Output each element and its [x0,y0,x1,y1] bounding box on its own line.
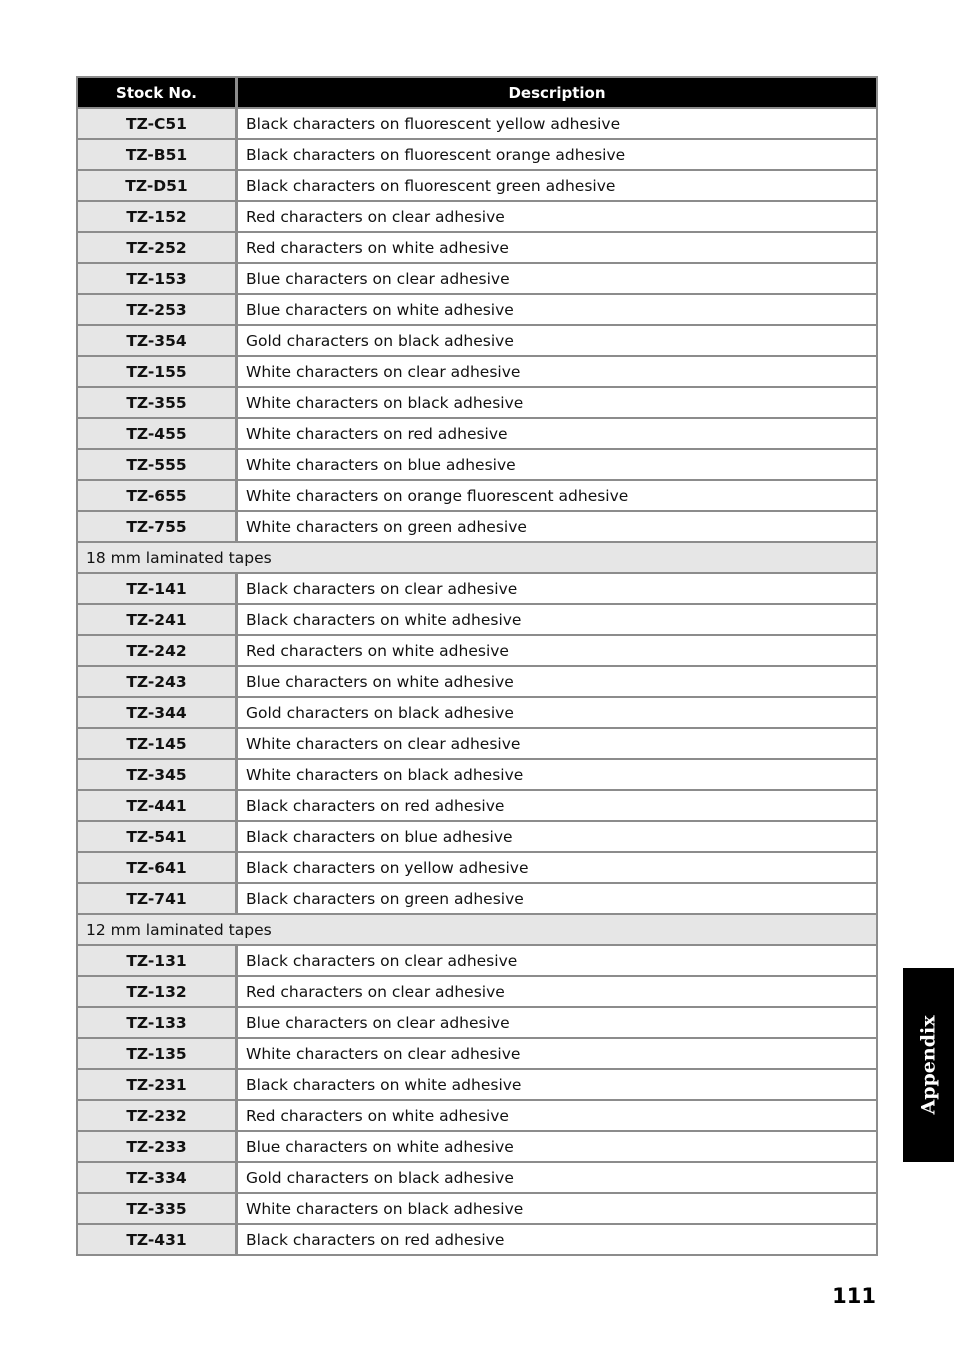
table-row [78,729,876,758]
description-cell: Red characters on white adhesive [238,1101,876,1130]
stock-number-cell: TZ-641 [78,853,235,882]
stock-number-cell: TZ-232 [78,1101,235,1130]
table-row [78,388,876,417]
table-row [78,822,876,851]
description-cell: Blue characters on white adhesive [238,1132,876,1161]
description-cell: Gold characters on black adhesive [238,698,876,727]
stock-number-cell: TZ-155 [78,357,235,386]
stock-number-cell: TZ-B51 [78,140,235,169]
description-cell: Blue characters on white adhesive [238,295,876,324]
description-cell: White characters on black adhesive [238,388,876,417]
description-cell: White characters on blue adhesive [238,450,876,479]
table-row [78,667,876,696]
section-header: 12 mm laminated tapes [78,915,876,944]
table-row [78,574,876,603]
stock-number-cell: TZ-455 [78,419,235,448]
description-cell: Black characters on fluorescent orange adhesive [238,140,876,169]
stock-number-cell: TZ-755 [78,512,235,541]
table-row [78,450,876,479]
description-cell: Red characters on white adhesive [238,636,876,665]
table-row [78,1101,876,1130]
table-row [78,140,876,169]
description-cell: Black characters on clear adhesive [238,574,876,603]
table-row [78,977,876,1006]
table-row [78,605,876,634]
stock-number-cell: TZ-253 [78,295,235,324]
appendix-tab [903,968,954,1162]
table-row [78,946,876,975]
stock-number-cell: TZ-C51 [78,109,235,138]
table-row [78,1225,876,1254]
table-row [78,233,876,262]
table-row [78,295,876,324]
table-row [78,853,876,882]
stock-number-cell: TZ-135 [78,1039,235,1068]
stock-number-cell: TZ-145 [78,729,235,758]
stock-number-cell: TZ-541 [78,822,235,851]
description-cell: Black characters on fluorescent yellow adhesive [238,109,876,138]
stock-number-cell: TZ-132 [78,977,235,1006]
description-cell: Black characters on blue adhesive [238,822,876,851]
description-cell: Black characters on yellow adhesive [238,853,876,882]
table-row [78,760,876,789]
stock-number-cell: TZ-243 [78,667,235,696]
description-cell: White characters on clear adhesive [238,1039,876,1068]
stock-number-cell: TZ-655 [78,481,235,510]
table-row [78,481,876,510]
table-row [78,264,876,293]
stock-number-cell: TZ-345 [78,760,235,789]
section-header: 18 mm laminated tapes [78,543,876,572]
table-row [78,202,876,231]
table-row [78,1194,876,1223]
description-cell: Black characters on red adhesive [238,791,876,820]
stock-number-cell: TZ-252 [78,233,235,262]
stock-number-cell: TZ-233 [78,1132,235,1161]
table-row [78,698,876,727]
appendix-tab-label: Appendix [917,1015,940,1115]
table-header-row [78,78,876,107]
header-stock-no: Stock No. [78,78,235,107]
stock-number-cell: TZ-D51 [78,171,235,200]
description-cell: White characters on green adhesive [238,512,876,541]
description-cell: Black characters on red adhesive [238,1225,876,1254]
table-row [78,1163,876,1192]
description-cell: Red characters on white adhesive [238,233,876,262]
stock-number-cell: TZ-133 [78,1008,235,1037]
page-number: 111 [832,1284,876,1308]
table-row [78,1070,876,1099]
table-row [78,109,876,138]
description-cell: Black characters on fluorescent green adhesive [238,171,876,200]
description-cell: Black characters on clear adhesive [238,946,876,975]
description-cell: White characters on clear adhesive [238,357,876,386]
table-row [78,636,876,665]
stock-number-cell: TZ-355 [78,388,235,417]
stock-number-cell: TZ-431 [78,1225,235,1254]
table-row [78,1039,876,1068]
description-cell: Gold characters on black adhesive [238,326,876,355]
table-row [78,512,876,541]
description-cell: White characters on black adhesive [238,1194,876,1223]
stock-number-cell: TZ-354 [78,326,235,355]
stock-number-cell: TZ-441 [78,791,235,820]
description-cell: Gold characters on black adhesive [238,1163,876,1192]
description-cell: White characters on red adhesive [238,419,876,448]
description-cell: Black characters on green adhesive [238,884,876,913]
description-cell: Red characters on clear adhesive [238,202,876,231]
header-description: Description [238,78,876,107]
description-cell: Blue characters on clear adhesive [238,264,876,293]
stock-number-cell: TZ-242 [78,636,235,665]
stock-number-cell: TZ-141 [78,574,235,603]
description-cell: Blue characters on clear adhesive [238,1008,876,1037]
description-cell: Black characters on white adhesive [238,1070,876,1099]
description-cell: White characters on black adhesive [238,760,876,789]
table-row [78,1008,876,1037]
table-row [78,884,876,913]
table-row [78,326,876,355]
stock-number-cell: TZ-555 [78,450,235,479]
stock-number-cell: TZ-231 [78,1070,235,1099]
stock-number-cell: TZ-153 [78,264,235,293]
stock-number-cell: TZ-241 [78,605,235,634]
table-row [78,171,876,200]
stock-number-cell: TZ-334 [78,1163,235,1192]
description-cell: Black characters on white adhesive [238,605,876,634]
table-row [78,791,876,820]
tape-stock-table [76,76,878,1256]
description-cell: White characters on orange fluorescent adhesive [238,481,876,510]
stock-number-cell: TZ-152 [78,202,235,231]
table-row [78,1132,876,1161]
table-row [78,419,876,448]
description-cell: Blue characters on white adhesive [238,667,876,696]
description-cell: Red characters on clear adhesive [238,977,876,1006]
stock-number-cell: TZ-131 [78,946,235,975]
stock-number-cell: TZ-335 [78,1194,235,1223]
description-cell: White characters on clear adhesive [238,729,876,758]
table-row [78,357,876,386]
stock-number-cell: TZ-741 [78,884,235,913]
stock-number-cell: TZ-344 [78,698,235,727]
